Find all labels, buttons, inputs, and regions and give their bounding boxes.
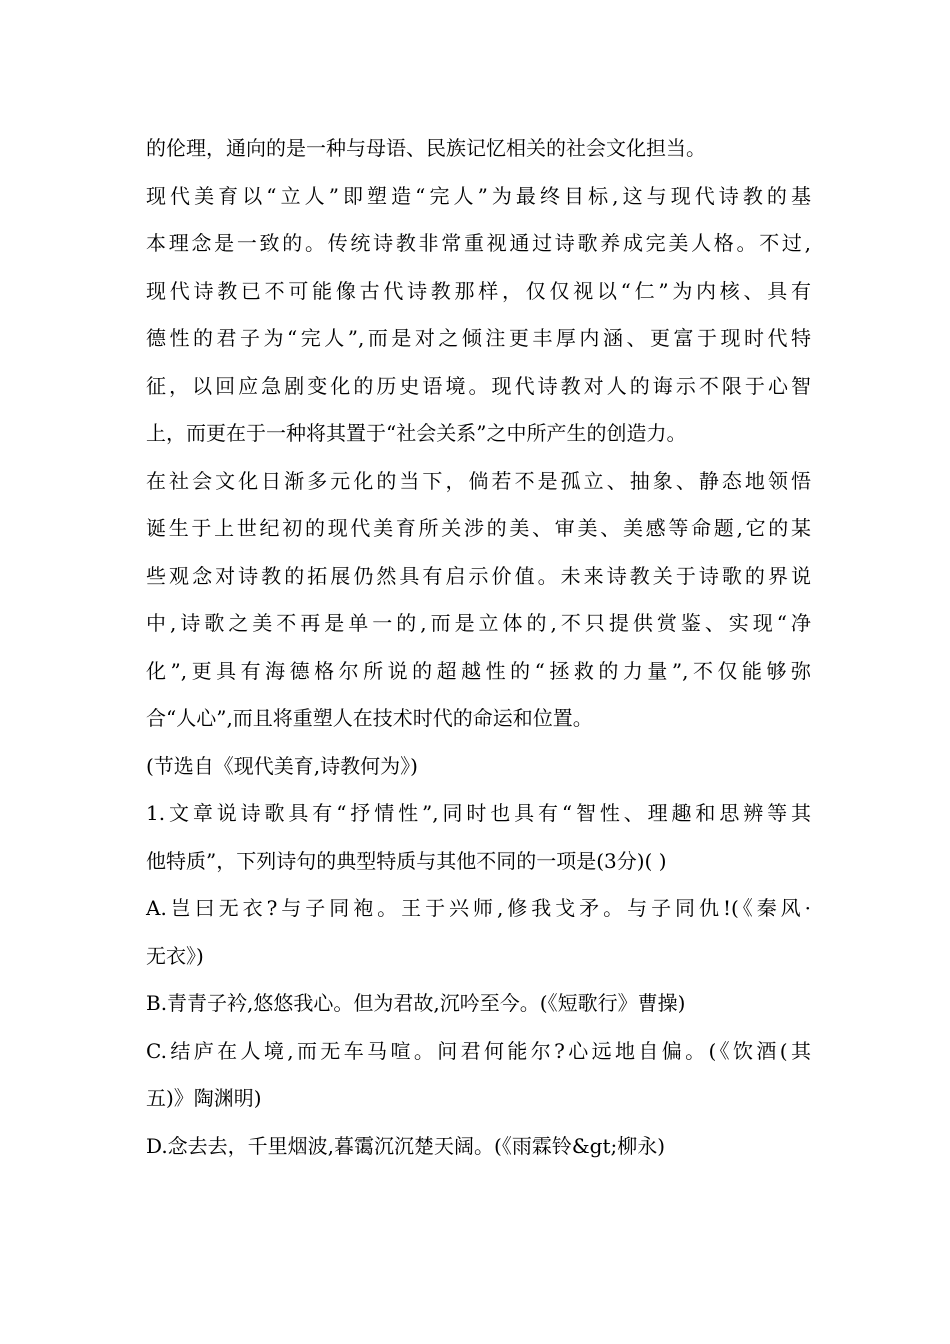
text-line: 现代美育以“立人”即塑造“完人”为最终目标,这与现代诗教的基	[146, 183, 811, 208]
text-line: 合“人心”,而且将重塑人在技术时代的命运和位置。	[146, 706, 593, 730]
option-a: A.岂曰无衣?与子同袍。王于兴师,修我戈矛。与子同仇!(《秦风·	[146, 896, 811, 920]
article-text	[146, 125, 811, 1170]
text-line: 本理念是一致的。传统诗教非常重视通过诗歌养成完美人格。不过,	[146, 231, 811, 255]
text-line: 现代诗教已不可能像古代诗教那样，仅仅视以“仁”为内核、具有	[146, 278, 811, 303]
text-line: 在社会文化日渐多元化的当下，倘若不是孤立、抽象、静态地领悟	[146, 468, 811, 493]
text-line: 德性的君子为“完人”,而是对之倾注更丰厚内涵、更富于现时代特	[146, 326, 811, 350]
option-d: D.念去去，千里烟波,暮霭沉沉楚天阔。(《雨霖铃&gt;柳永)	[146, 1133, 666, 1158]
text-line: 些观念对诗教的拓展仍然具有启示价值。未来诗教关于诗歌的界说	[146, 563, 811, 588]
option-c: C.结庐在人境,而无车马喧。问君何能尔?心远地自偏。(《饮酒(其	[146, 1038, 811, 1063]
option-c: 五)》陶渊明)	[146, 1086, 262, 1110]
text-line: 征，以回应急剧变化的历史语境。现代诗教对人的诲示不限于心智	[146, 373, 811, 398]
text-line: 上，而更在于一种将其置于“社会关系”之中所产生的创造力。	[146, 421, 687, 445]
text-line: 的伦理，通向的是一种与母语、民族记忆相关的社会文化担当。	[146, 136, 706, 160]
text-line: 中,诗歌之美不再是单一的,而是立体的,不只提供赏鉴、实现“净	[146, 611, 811, 635]
source-citation: (节选自《现代美育,诗教何为》)	[146, 753, 418, 778]
option-b: B.青青子衿,悠悠我心。但为君故,沉吟至今。(《短歌行》曹操)	[146, 991, 686, 1015]
question-stem: 1.文章说诗歌具有“抒情性”,同时也具有“智性、理趣和思辨等其	[146, 801, 811, 825]
option-a: 无衣》)	[146, 943, 204, 968]
text-line: 化”,更具有海德格尔所说的超越性的“拯救的力量”,不仅能够弥	[146, 658, 811, 683]
text-line: 诞生于上世纪初的现代美育所关涉的美、审美、美感等命题,它的某	[146, 516, 811, 540]
question-stem: 他特质”，下列诗句的典型特质与其他不同的一项是(3分)( )	[146, 848, 667, 873]
